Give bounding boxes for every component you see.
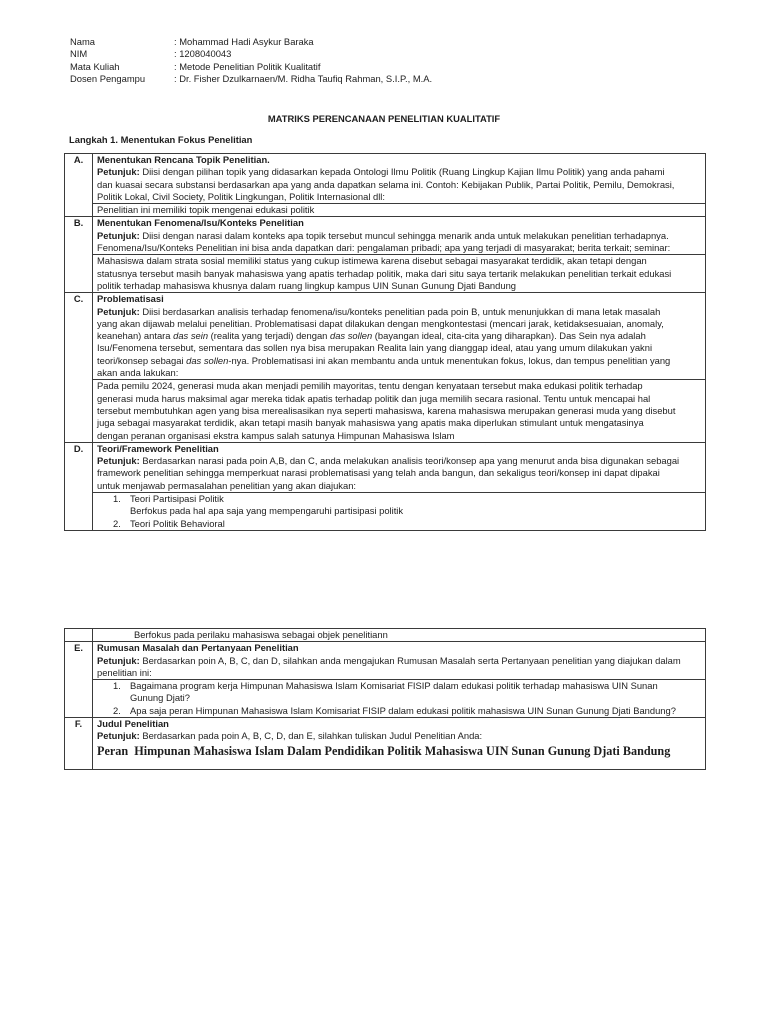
text-fragment: -nya. Problematisasi ini akan membantu anda untuk menentukan fokus, lokus, dan tempus penelitian yang	[228, 354, 671, 366]
section-heading: Menentukan Fenomena/Isu/Konteks Penelitian	[97, 217, 304, 229]
question-list	[93, 679, 705, 717]
theory-list	[93, 492, 705, 530]
das-sollen-term: das sollen	[186, 354, 229, 366]
petunjuk-line: framework penelitian sehingga memperkuat narasi problematisasi yang telah anda bangun, dan sekaligus teori/konsep ini dapat dipakai	[97, 467, 660, 479]
student-info	[70, 36, 670, 85]
section-b-content	[93, 217, 706, 293]
section-b	[65, 217, 706, 293]
list-item	[113, 493, 701, 505]
info-value: : Mohammad Hadi Asykur Baraka	[174, 36, 314, 47]
section-heading: Rumusan Masalah dan Pertanyaan Penelitian	[97, 642, 299, 654]
section-letter: E.	[65, 642, 93, 718]
petunjuk-line: Diisi berdasarkan analisis terhadap fenomena/isu/konteks penelitian pada poin B, untuk menunjukkan di mana letak masalah	[139, 305, 661, 317]
info-row-dosen	[70, 73, 670, 85]
list-item	[113, 705, 701, 717]
petunjuk-line: Diisi dengan pilihan topik yang didasarkan kepada Ontologi Ilmu Politik (Ruang Lingkup Kajian Ilmu Politik) yang anda pahami	[139, 166, 665, 178]
petunjuk-line: akan anda lakukan:	[97, 367, 179, 379]
list-item	[113, 680, 701, 692]
section-heading: Judul Penelitian	[97, 718, 169, 730]
answer-text	[93, 379, 705, 441]
answer-line: Pada pemilu 2024, generasi muda akan menjadi pemilih mayoritas, tentu dengan kenyataan tersebut maka edukasi politik terhadap	[97, 380, 643, 392]
answer-line: tersebut membutuhkan agen yang bisa merealisasikan nya seperti mahasiswa, karena mahasiswa merupakan generasi muda yang disebut	[97, 404, 676, 416]
section-letter: D.	[65, 442, 93, 530]
petunjuk-line: yang akan dijawab melalui penelitian. Problematisasi dapat dilakukan dengan mengkontestasi (mencari jarak, ketidaksesuaian, anomaly,	[97, 317, 664, 329]
document-title: MATRIKS PERENCANAAN PENELITIAN KUALITATIF	[267, 113, 501, 124]
list-text: Bagaimana program kerja Himpunan Mahasiswa Islam Komisariat FISIP dalam edukasi politik terhadap mahasiswa UIN Sunan	[130, 680, 658, 692]
section-letter: B.	[65, 217, 93, 293]
petunjuk-text	[97, 455, 701, 467]
list-number: 2.	[113, 517, 121, 529]
list-text-continued: Gunung Djati?	[130, 692, 190, 704]
section-f	[65, 718, 706, 770]
answer-line: generasi muda harus maksimal agar mereka tidak apatis terhadap politik dan juga memilih secara rasional. Tentu untuk mencapai hal	[97, 392, 651, 404]
petunjuk-label: Petunjuk:	[97, 730, 140, 742]
answer-line: statusnya tersebut masih banyak mahasiswa yang apatis terhadap politik, maka dari situ saya tertarik melakukan penelitian terkait edukasi	[97, 267, 672, 279]
list-text: Teori Partisipasi Politik	[130, 493, 224, 505]
petunjuk-text	[97, 655, 701, 667]
matrix-table-part-1	[64, 153, 706, 531]
answer-line: dengan peranan organisasi ekstra kampus salah satunya Himpunan Mahasiswa Islam	[97, 429, 455, 441]
section-f-content	[93, 718, 706, 770]
research-title-text: Peran Himpunan Mahasiswa Islam Dalam Pendidikan Politik Mahasiswa UIN Sunan Gunung Djati Bandung	[97, 743, 671, 758]
research-title-answer	[97, 743, 701, 769]
petunjuk-line: penelitian ini:	[97, 666, 152, 678]
info-label: NIM	[70, 48, 88, 60]
section-e	[65, 642, 706, 718]
text-fragment: (realita yang terjadi) dengan	[208, 330, 330, 342]
section-heading: Problematisasi	[97, 293, 164, 305]
info-value: : Metode Penelitian Politik Kualitatif	[174, 60, 321, 72]
text-fragment: keanehan) antara	[97, 330, 174, 342]
petunjuk-text	[97, 166, 701, 178]
section-a	[65, 154, 706, 217]
petunjuk-label: Petunjuk:	[97, 654, 140, 666]
petunjuk-line: Politik Lokal, Civil Society, Politik Lingkungan, Politik Internasional dll:	[97, 190, 385, 202]
section-letter: F.	[65, 718, 93, 770]
text-fragment: (bayangan ideal, cita-cita yang diharapkan). Das Sein nya adalah	[372, 330, 646, 342]
list-subtext: Berfokus pada perilaku mahasiswa sebagai objek penelitiann	[134, 629, 388, 640]
petunjuk-line: Berdasarkan narasi pada poin A,B, dan C, anda melakukan analisis teori/konsep apa yang menurut anda bisa digunakan sebagai	[139, 455, 680, 467]
section-heading: Menentukan Rencana Topik Penelitian.	[97, 154, 270, 165]
petunjuk-line: Berdasarkan poin A, B, C, dan D, silahkan anda mengajukan Rumusan Masalah serta Pertanyaan penelitian yang diajukan dalam	[139, 654, 681, 666]
petunjuk-label: Petunjuk:	[97, 229, 140, 241]
petunjuk-line: Isu/Fenomena tersebut, sementara das sollen nya bisa merupakan Realita lain yang dianggap ideal, atau yang umum dilakukan yakni	[97, 342, 653, 354]
petunjuk-text	[97, 306, 701, 318]
petunjuk-line	[97, 355, 701, 367]
info-label: Nama	[70, 36, 96, 47]
petunjuk-line: Fenomena/Isu/Konteks Penelitian ini bisa anda dapatkan dari: pengalaman pribadi; apa yang terjadi di masyarakat; berita terkait; seminar:	[97, 242, 671, 254]
petunjuk-line: Diisi dengan narasi dalam konteks apa topik tersebut muncul sehingga menarik anda untuk melakukan penelitian terhadapnya.	[139, 229, 669, 241]
section-letter: A.	[65, 154, 93, 217]
list-number: 2.	[113, 704, 121, 716]
list-text: Teori Politik Behavioral	[130, 517, 225, 529]
das-sollen-term: das sollen	[329, 330, 373, 342]
petunjuk-label: Petunjuk:	[97, 455, 140, 467]
info-row-nama	[70, 36, 670, 48]
section-a-content	[93, 154, 706, 217]
answer-text	[93, 254, 705, 292]
section-letter-empty	[65, 629, 93, 642]
section-letter: C.	[65, 293, 93, 443]
section-d	[65, 442, 706, 530]
section-heading: Teori/Framework Penelitian	[97, 442, 219, 454]
petunjuk-label: Petunjuk:	[97, 305, 140, 317]
answer-line: Mahasiswa dalam strata sosial memiliki status yang cukup istimewa karena disebut sebagai masyarakat terdidik, akan tetapi dengan	[97, 255, 647, 267]
info-row-mata-kuliah	[70, 61, 670, 73]
petunjuk-text	[97, 730, 701, 742]
section-c-content	[93, 293, 706, 443]
das-sein-term: das sein	[173, 330, 209, 342]
section-e-content	[93, 642, 706, 718]
list-text: Apa saja peran Himpunan Mahasiswa Islam Komisariat FISIP dalam edukasi politik mahasiswa UIN Sunan Gunung Djati Bandung?	[130, 704, 676, 716]
petunjuk-line: dan kuasai secara substansi berdasarkan apa yang anda dapatkan selama ini. Contoh: Kebijakan Publik, Partai Politik, Pemilu, Demokrasi,	[97, 178, 675, 190]
info-label: Mata Kuliah	[70, 60, 120, 72]
petunjuk-line: Berdasarkan pada poin A, B, C, D, dan E, silahkan tuliskan Judul Penelitian Anda:	[139, 730, 483, 742]
section-d-continued	[65, 629, 706, 642]
list-subtext: Berfokus pada hal apa saja yang mempengaruhi partisipasi politik	[130, 505, 404, 517]
step-title: Langkah 1. Menentukan Fokus Penelitian	[69, 134, 253, 145]
petunjuk-line	[97, 330, 701, 342]
petunjuk-text	[97, 230, 701, 242]
list-number: 1.	[113, 493, 121, 505]
info-label: Dosen Pengampu	[70, 72, 146, 84]
info-value: : Dr. Fisher Dzulkarnaen/M. Ridha Taufiq Rahman, S.I.P., M.A.	[174, 72, 433, 84]
section-d-continued-content	[93, 629, 706, 642]
list-item	[113, 518, 701, 530]
petunjuk-label: Petunjuk:	[97, 166, 140, 178]
answer-line: politik terhadap mahasiswa khusnya dalam ruang lingkup kampus UIN Sunan Gunung Djati Bandung	[97, 279, 517, 291]
text-fragment: teori/konsep sebagai	[97, 354, 187, 366]
section-c	[65, 293, 706, 443]
section-d-content	[93, 442, 706, 530]
answer-line: juga sebagai masyarakat terdidik, akan tetapi masih banyak mahasiswa yang apatis maka diperlukan stimulant untuk mengatasinya	[97, 417, 644, 429]
petunjuk-line: untuk menjawab permasalahan penelitian yang akan diajukan:	[97, 479, 357, 491]
matrix-table-part-2	[64, 628, 706, 770]
answer-text: Penelitian ini memiliki topik mengenai edukasi politik	[93, 203, 705, 216]
list-number: 1.	[113, 680, 121, 692]
info-value: : 1208040043	[174, 48, 232, 60]
info-row-nim	[70, 48, 670, 60]
